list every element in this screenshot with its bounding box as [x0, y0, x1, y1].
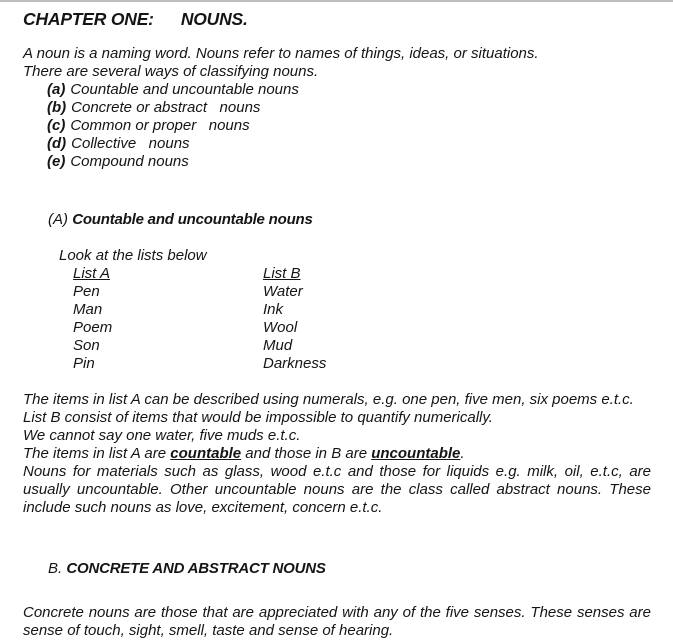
- list-a-cell: Son: [73, 337, 100, 354]
- paragraph-numerals: The items in list A can be described using numerals, e.g. one pen, five men, six poems e.t.c.: [23, 391, 634, 408]
- list-a-cell: Pin: [73, 355, 95, 372]
- section-b-label: B.: [48, 560, 63, 577]
- list-b-cell: Ink: [263, 301, 284, 318]
- item-text: Compound nouns: [70, 153, 189, 170]
- classification-item: [47, 81, 651, 99]
- paragraph-countable-terms: [23, 445, 651, 463]
- item-text: Countable and uncountable nouns: [70, 81, 299, 98]
- classification-item: [47, 99, 651, 117]
- discussion-paragraphs: [23, 391, 651, 517]
- item-label: (b): [47, 99, 67, 116]
- chapter-title: NOUNS.: [180, 9, 248, 29]
- intro-line-2: There are several ways of classifying nouns.: [23, 63, 319, 80]
- section-b-title: CONCRETE AND ABSTRACT NOUNS: [66, 560, 326, 577]
- section-b-heading: [23, 542, 651, 596]
- item-text: Concrete or abstract nouns: [71, 99, 261, 116]
- term-countable: countable: [170, 445, 242, 462]
- section-countable-uncountable: [23, 193, 651, 373]
- classification-item: [47, 153, 651, 171]
- classification-list: [47, 81, 651, 171]
- section-b-paragraph: Concrete nouns are those that are appreciated with any of the five senses. These senses are sense of touch, sight, smell, taste and sense of hearing.: [23, 604, 651, 639]
- item-label: (d): [47, 135, 67, 152]
- p4-middle: and those in B are: [241, 445, 372, 462]
- item-text: Common or proper nouns: [70, 117, 250, 134]
- item-label: (c): [47, 117, 66, 134]
- lists-subtitle: Look at the lists below: [59, 247, 207, 264]
- list-row: [73, 355, 651, 373]
- section-concrete-abstract: [23, 542, 651, 640]
- p4-prefix: The items in list A are: [23, 445, 171, 462]
- list-b-header: List B: [263, 265, 301, 282]
- classification-item: [47, 135, 651, 153]
- list-b-cell: Water: [263, 283, 303, 300]
- list-a-cell: Pen: [73, 283, 100, 300]
- section-a-heading: [23, 193, 651, 247]
- paragraph-cannot-say: We cannot say one water, five muds e.t.c.: [23, 427, 301, 444]
- list-a-header: List A: [73, 265, 110, 282]
- item-label: (a): [47, 81, 66, 98]
- item-label: (e): [47, 153, 66, 170]
- section-a-title: Countable and uncountable nouns: [72, 211, 313, 228]
- chapter-heading: [23, 9, 651, 29]
- list-row: [73, 319, 651, 337]
- list-a-cell: Man: [73, 301, 103, 318]
- list-b-cell: Darkness: [263, 355, 327, 372]
- list-header-row: [73, 265, 651, 283]
- list-row: [73, 301, 651, 319]
- p4-suffix: .: [460, 445, 465, 462]
- item-text: Collective nouns: [71, 135, 190, 152]
- classification-item: [47, 117, 651, 135]
- list-a-cell: Poem: [73, 319, 113, 336]
- list-b-cell: Mud: [263, 337, 293, 354]
- list-b-cell: Wool: [263, 319, 298, 336]
- intro-line-1: A noun is a naming word. Nouns refer to names of things, ideas, or situations.: [23, 45, 539, 62]
- term-uncountable: uncountable: [371, 445, 461, 462]
- list-row: [73, 337, 651, 355]
- list-row: [73, 283, 651, 301]
- section-a-label: (A): [48, 211, 69, 228]
- paragraph-materials: Nouns for materials such as glass, wood e.t.c and those for liquids e.g. milk, oil, e.t.c, are usually uncountable. Other uncountable nouns are the class called abstract nouns. These include such nouns as love, excitement, concern e.t.c.: [23, 463, 651, 516]
- intro-paragraph: [23, 45, 651, 81]
- noun-lists: [73, 265, 651, 373]
- paragraph-list-b: List B consist of items that would be impossible to quantify numerically.: [23, 409, 493, 426]
- chapter-label: CHAPTER ONE:: [23, 9, 154, 29]
